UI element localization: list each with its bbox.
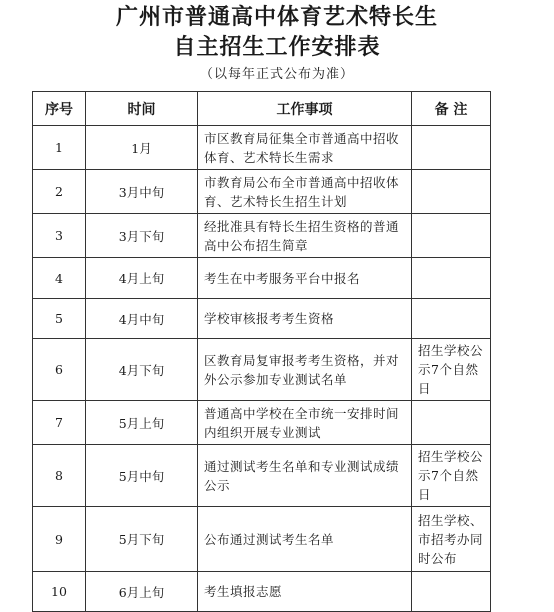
row-time: 5月下旬 [86, 507, 198, 572]
row-note [412, 214, 491, 258]
row-time: 4月下旬 [86, 339, 198, 401]
row-task: 考生填报志愿 [198, 572, 412, 612]
row-time: 5月中旬 [86, 445, 198, 507]
row-no: 9 [33, 507, 86, 572]
table-row [33, 258, 491, 299]
row-note [412, 572, 491, 612]
row-time: 1月 [86, 126, 198, 170]
row-time: 3月中旬 [86, 170, 198, 214]
header-note: 备 注 [412, 92, 491, 126]
row-task: 学校审核报考考生资格 [198, 299, 412, 339]
row-note [412, 401, 491, 445]
table-row [33, 214, 491, 258]
table-row [33, 507, 491, 572]
row-no: 1 [33, 126, 86, 170]
table-row [33, 572, 491, 612]
document-title-line2: 自主招生工作安排表 [173, 34, 381, 60]
row-no: 8 [33, 445, 86, 507]
schedule-table [32, 91, 491, 612]
row-task: 市区教育局征集全市普通高中招收体育、艺术特长生需求 [198, 126, 412, 170]
table-row [33, 126, 491, 170]
row-task: 考生在中考服务平台中报名 [198, 258, 412, 299]
row-task: 区教育局复审报考考生资格，并对外公示参加专业测试名单 [198, 339, 412, 401]
row-task: 通过测试考生名单和专业测试成绩公示 [198, 445, 412, 507]
row-time: 6月上旬 [86, 572, 198, 612]
row-task: 普通高中学校在全市统一安排时间内组织开展专业测试 [198, 401, 412, 445]
row-time: 5月上旬 [86, 401, 198, 445]
row-note [412, 126, 491, 170]
row-task: 经批准具有特长生招生资格的普通高中公布招生简章 [198, 214, 412, 258]
row-note [412, 258, 491, 299]
row-time: 4月中旬 [86, 299, 198, 339]
row-no: 6 [33, 339, 86, 401]
header-task: 工作事项 [198, 92, 412, 126]
table-row [33, 339, 491, 401]
header-time: 时间 [86, 92, 198, 126]
document-subtitle: （以每年正式公布为准） [199, 67, 354, 82]
row-task: 市教育局公布全市普通高中招收体育、艺术特长生招生计划 [198, 170, 412, 214]
row-no: 5 [33, 299, 86, 339]
table-row [33, 299, 491, 339]
row-no: 3 [33, 214, 86, 258]
header-no: 序号 [33, 92, 86, 126]
row-no: 4 [33, 258, 86, 299]
document-title: 广州市普通高中体育艺术特长生 [115, 4, 438, 30]
row-no: 10 [33, 572, 86, 612]
table-row [33, 170, 491, 214]
row-time: 4月上旬 [86, 258, 198, 299]
row-no: 2 [33, 170, 86, 214]
row-time: 3月下旬 [86, 214, 198, 258]
table-header-row [33, 92, 491, 126]
table-row [33, 401, 491, 445]
row-note: 招生学校、市招考办同时公布 [412, 507, 491, 572]
row-task: 公布通过测试考生名单 [198, 507, 412, 572]
row-note [412, 299, 491, 339]
row-note [412, 170, 491, 214]
row-note: 招生学校公示7个自然日 [412, 339, 491, 401]
row-no: 7 [33, 401, 86, 445]
row-note: 招生学校公示7个自然日 [412, 445, 491, 507]
table-row [33, 445, 491, 507]
